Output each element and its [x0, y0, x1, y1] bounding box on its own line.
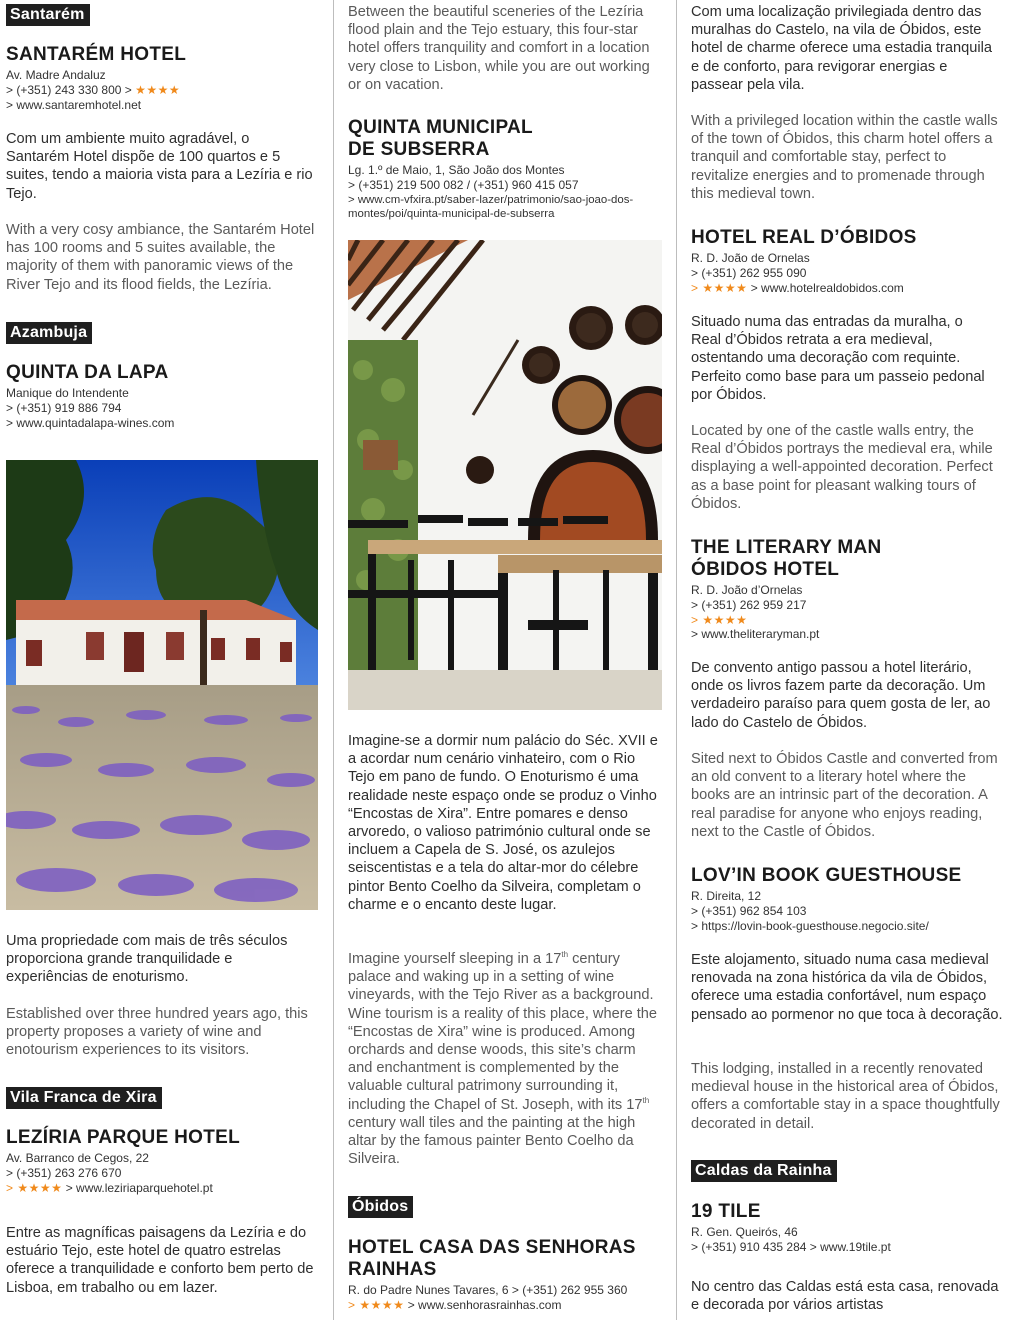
listing-the-literary-man [691, 537, 1003, 642]
description-en: Imagine yourself sleeping in a 17th century palace and waking up in a setting of wine vineyards, with the Tejo River as a background. Wine tourism is a reality of this place, where the “Encostas de Xira” wine is produced. Among orchards and dense woods, this site’s charm and enchantment is complemented by the valuable cultural patrimony surrounding it, including the Chapel of St. Joseph, with its 17th century wall tiles and the painting at the high altar by the famous painter Bento Coelho da Silveira. [348, 950, 658, 1168]
hotel-address: R. Direita, 12 [691, 889, 762, 903]
hotel-address: R. D. João d’Ornelas [691, 583, 803, 597]
description-pt: No centro das Caldas está esta casa, renovada e decorada por vários artistas [691, 1279, 999, 1314]
hotel-address: Av. Barranco de Cegos, 22 [6, 1151, 149, 1165]
column-divider-right [676, 0, 677, 1320]
hotel-contact [6, 68, 318, 112]
hotel-address: Av. Madre Andaluz [6, 68, 106, 82]
hotel-contact [691, 251, 1003, 295]
hotel-name-line-2: DE SUBSERRA [348, 139, 490, 160]
photo-subserra-interior [348, 240, 662, 710]
listing-quinta-municipal-de-subserra [348, 117, 662, 222]
hotel-contact [691, 583, 1003, 642]
hotel-name: HOTEL REAL D’ÓBIDOS [691, 227, 917, 248]
hotel-phone: > (+351) 263 276 670 [6, 1165, 122, 1180]
description-en: With a very cosy ambiance, the Santarém Hotel has 100 rooms and 5 suites available, the majority of them with panoramic views of the River Tejo and its flood fields, the Lezíria. [6, 222, 315, 293]
hotel-phone: > (+351) 919 886 794 [6, 400, 122, 415]
star-rating: > ★★★★ [6, 1180, 63, 1195]
description-en: Sited next to Óbidos Castle and converted from an old convent to a literary hotel where the books are an intrinsic part of the decoration. A real paradise for anyone who enjoys reading, next to the Castle of Óbidos. [691, 751, 998, 840]
listing-santarem-hotel [6, 44, 318, 112]
column-2 [348, 0, 662, 1320]
region-tag-caldas-da-rainha: Caldas da Rainha [691, 1160, 837, 1182]
hotel-name-line-1: THE LITERARY MAN [691, 537, 882, 558]
listing-hotel-real-dobidos [691, 227, 1003, 295]
hotel-contact [6, 386, 318, 430]
hotel-website-link[interactable]: > www.cm-vfxira.pt/saber-lazer/patrimonio/sao-joao-dos-montes/poi/quinta-municipal-de-subserra [348, 193, 634, 221]
region-tag-santarem: Santarém [6, 4, 90, 26]
hotel-website-link[interactable]: > www.senhorasrainhas.com [404, 1297, 562, 1312]
listing-19-tile [691, 1201, 1003, 1255]
column-3 [691, 0, 1003, 1320]
region-tag-azambuja: Azambuja [6, 322, 92, 344]
hotel-phone: > (+351) 262 959 217 [691, 597, 807, 612]
listing-leziria-parque-hotel [6, 1127, 318, 1195]
hotel-website-link[interactable]: > www.hotelrealdobidos.com [747, 280, 904, 295]
hotel-name-line-2: ÓBIDOS HOTEL [691, 559, 840, 580]
hotel-website-link[interactable]: > https://lovin-book-guesthouse.negocio.site/ [691, 918, 929, 933]
hotel-phone: > (+351) 243 330 800 > [6, 82, 136, 97]
description-pt: Com um ambiente muito agradável, o Santarém Hotel dispõe de 100 quartos e 5 suites, tendo a maioria vista para a Lezíria e rio Tejo. [6, 131, 313, 202]
hotel-address: Lg. 1.º de Maio, 1, São João dos Montes [348, 163, 565, 177]
hotel-website-link[interactable]: > www.quintadalapa-wines.com [6, 415, 175, 430]
description-pt: Imagine-se a dormir num palácio do Séc. XVII e a acordar num cenário vinhateiro, com o Rio Tejo em pano de fundo. O Enoturismo é uma realidade neste espaço onde se produz o Vinho “Encostas de Xira”. Entre pomares e denso arvoredo, o valioso património cultural onde se incluem a Capela de S. José, os azulejos seiscentistas e a tela do altar-mor do célebre pintor Bento Coelho da Silveira, completam o charme e o encanto deste lugar. [348, 733, 658, 913]
hotel-name: LOV’IN BOOK GUESTHOUSE [691, 865, 962, 886]
description-en: Located by one of the castle walls entry, the Real d’Óbidos portrays the medieval era, while displaying a well-appointed decoration. Perfect as a base point for pleasant walking tours of Óbidos. [691, 423, 993, 512]
hotel-name-line-2: RAINHAS [348, 1259, 437, 1280]
wine-cellar-photo-illustration [348, 240, 662, 710]
hotel-website-link[interactable]: > www.leziriaparquehotel.pt [62, 1180, 213, 1195]
description-pt: De convento antigo passou a hotel literário, onde os livros fazem parte da decoração. Um verdadeiro paraíso para quem gosta de ler, ao lado do Castelo de Óbidos. [691, 660, 991, 731]
hotel-contact [691, 889, 1003, 933]
region-tag-vila-franca-de-xira: Vila Franca de Xira [6, 1087, 162, 1109]
description-pt: Uma propriedade com mais de três séculos proporciona grande tranquilidade e experiências de enoturismo. [6, 933, 288, 986]
hotel-phone: > (+351) 262 955 090 [691, 265, 807, 280]
hotel-contact [6, 1151, 318, 1195]
hotel-website-link[interactable]: > www.santaremhotel.net [6, 97, 142, 112]
hotel-address: R. Gen. Queirós, 46 [691, 1225, 798, 1239]
photo-quinta-da-lapa [6, 460, 318, 910]
star-rating: > ★★★★ [348, 1297, 405, 1312]
listing-lovin-book-guesthouse [691, 865, 1003, 933]
hotel-website-link[interactable]: > www.theliteraryman.pt [691, 627, 820, 642]
hotel-address-phone: R. do Padre Nunes Tavares, 6 > (+351) 262 955 360 [348, 1283, 628, 1297]
hotel-name: 19 TILE [691, 1201, 761, 1222]
column-divider-left [333, 0, 334, 1320]
star-rating: ★★★★ [135, 82, 181, 97]
hotel-phone: > (+351) 962 854 103 [691, 903, 807, 918]
region-tag-obidos: Óbidos [348, 1196, 413, 1218]
column-1 [6, 0, 318, 1320]
description-pt: Com uma localização privilegiada dentro das muralhas do Castelo, na vila de Óbidos, este hotel de charme oferece uma estadia tranquila e de conforto, para revigorar energias e passear pela vila. [691, 4, 992, 93]
listing-hotel-casa-das-senhoras-rainhas [348, 1237, 662, 1313]
hotel-name: LEZÍRIA PARQUE HOTEL [6, 1127, 240, 1148]
hotel-name: SANTARÉM HOTEL [6, 44, 187, 65]
hotel-name-line-1: HOTEL CASA DAS SENHORAS [348, 1237, 636, 1258]
description-pt: Situado numa das entradas da muralha, o Real d’Óbidos retrata a era medieval, ostentando uma decoração com requinte. Perfeito como base para um passeio pedonal por Óbidos. [691, 314, 985, 403]
description-pt: Entre as magníficas paisagens da Lezíria e do estuário Tejo, este hotel de quatro estrelas oferece a tranquilidade e conforto bem perto de Lisboa, em trabalho ou em lazer. [6, 1225, 314, 1296]
hotel-address: Manique do Intendente [6, 386, 129, 400]
hotel-contact [348, 1283, 662, 1313]
star-rating: > ★★★★ [691, 612, 748, 627]
description-en: Between the beautiful sceneries of the Lezíria flood plain and the Tejo estuary, this four-star hotel offers tranquility and comfort in a location very close to Lisbon, while you are out working or on vacation. [348, 4, 650, 93]
hotel-name: QUINTA DA LAPA [6, 362, 169, 383]
star-rating: > ★★★★ [691, 280, 748, 295]
description-en: Established over three hundred years ago, this property proposes a variety of wine and enotourism experiences to its visitors. [6, 1006, 308, 1059]
hotel-phone-website[interactable]: > (+351) 910 435 284 > www.19tile.pt [691, 1239, 891, 1254]
listing-quinta-da-lapa [6, 362, 318, 430]
hotel-contact [348, 163, 662, 222]
description-en: This lodging, installed in a recently renovated medieval house in the historical area of Óbidos, offers a comfortable stay in a space thoughtfully decorated in detail. [691, 1061, 1000, 1132]
hotel-phone: > (+351) 219 500 082 / (+351) 960 415 057 [348, 177, 579, 192]
hotel-address: R. D. João de Ornelas [691, 251, 810, 265]
description-pt: Este alojamento, situado numa casa medieval renovada na zona histórica da vila de Óbidos, oferece uma estadia confortável, num espaço pensado ao pormenor no que toca à decoração. [691, 952, 1003, 1023]
manor-house-photo-illustration [6, 460, 318, 910]
hotel-contact [691, 1225, 1003, 1255]
hotel-name-line-1: QUINTA MUNICIPAL [348, 117, 533, 138]
description-en: With a privileged location within the castle walls of the town of Óbidos, this charm hotel offers a tranquil and comfortable stay, perfect to revitalize energies and to promenade through this medieval town. [691, 113, 998, 202]
